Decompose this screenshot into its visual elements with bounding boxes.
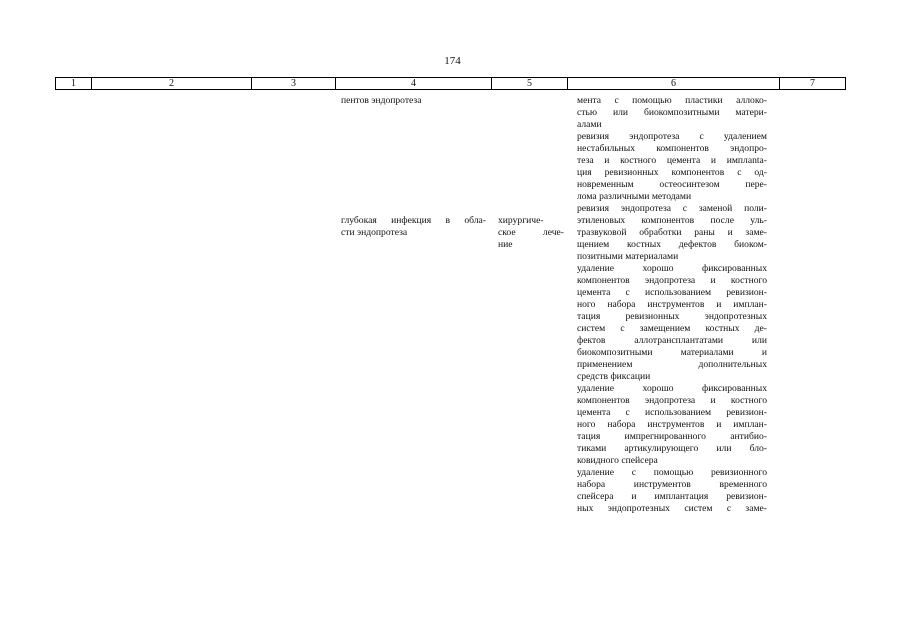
text-line xyxy=(341,143,486,155)
text-line: удаление с помощью ревизионного xyxy=(577,467,767,478)
text-line xyxy=(341,107,486,119)
text-line xyxy=(498,167,564,179)
text-line: ного набора инструментов и имплан- xyxy=(577,419,767,430)
text-line: новременным остеосинтезом пере- xyxy=(577,179,767,190)
column-header-7: 7 xyxy=(780,78,846,90)
text-line: хирургиче- xyxy=(498,215,544,226)
text-line: нестабильных компонентов эндопро- xyxy=(577,143,767,154)
text-line: теза и костного цемента и имплanta- xyxy=(577,155,767,166)
text-line: спейсера и имплантация ревизион- xyxy=(577,491,767,502)
column-6-text xyxy=(577,95,767,515)
text-line xyxy=(341,191,486,203)
text-line: удаление хорошо фиксированных xyxy=(577,263,767,274)
text-line: биокомпозитными материалами и xyxy=(577,347,767,358)
column-header-2: 2 xyxy=(92,78,252,90)
text-line xyxy=(498,191,564,203)
text-line xyxy=(341,131,486,143)
column-5-text xyxy=(498,95,564,251)
text-line: удаление хорошо фиксированных xyxy=(577,383,767,394)
text-line: фектов аллотрансплантатами или xyxy=(577,335,767,346)
text-line: сти эндопротеза xyxy=(341,227,408,238)
text-line: позитными материалами xyxy=(577,251,679,262)
text-line xyxy=(498,143,564,155)
text-line: набора инструментов временного xyxy=(577,479,767,490)
text-line xyxy=(498,155,564,167)
column-header-4: 4 xyxy=(336,78,492,90)
text-line: ние xyxy=(498,239,513,250)
column-4-text xyxy=(341,95,486,239)
text-line: ция ревизионных компонентов с од- xyxy=(577,167,767,178)
text-line: цемента с использованием ревизион- xyxy=(577,287,767,298)
text-line: ревизия эндопротеза с удалением xyxy=(577,131,767,142)
text-line: ревизия эндопротеза с заменой поли- xyxy=(577,203,767,214)
column-header-5: 5 xyxy=(492,78,568,90)
column-header-3: 3 xyxy=(252,78,336,90)
text-line xyxy=(498,131,564,143)
text-line xyxy=(498,95,564,107)
text-line xyxy=(498,119,564,131)
text-line xyxy=(341,167,486,179)
text-line: стью или биокомпозитными матери- xyxy=(577,107,767,118)
text-line xyxy=(498,107,564,119)
text-line: компонентов эндопротеза и костного xyxy=(577,395,767,406)
text-line xyxy=(341,155,486,167)
text-line: алами xyxy=(577,119,602,130)
text-line: применением дополнительных xyxy=(577,359,767,370)
text-line: глубокая инфекция в обла- xyxy=(341,215,486,226)
text-line xyxy=(498,203,564,215)
page-number: 174 xyxy=(444,55,461,67)
text-line: лома различными методами xyxy=(577,191,692,202)
column-header-1: 1 xyxy=(55,78,92,90)
text-line: ковидного спейсера xyxy=(577,455,658,466)
text-line xyxy=(498,179,564,191)
text-line: тация импрегнированного антибио- xyxy=(577,431,767,442)
text-line: тиками артикулирующего или бло- xyxy=(577,443,767,454)
text-line: пентов эндопротеза xyxy=(341,95,422,106)
text-line: ного набора инструментов и имплан- xyxy=(577,299,767,310)
column-header-6: 6 xyxy=(568,78,780,90)
text-line: систем с замещением костных де- xyxy=(577,323,767,334)
text-line: тразвуковой обработки раны и заме- xyxy=(577,227,767,238)
text-line: компонентов эндопротеза и костного xyxy=(577,275,767,286)
text-line: щением костных дефектов биоком- xyxy=(577,239,767,250)
text-line: ское лече- xyxy=(498,227,564,238)
text-line: ных эндопротезных систем с заме- xyxy=(577,503,767,514)
text-line xyxy=(341,119,486,131)
table-header-row xyxy=(55,77,846,90)
text-line xyxy=(341,179,486,191)
text-line: цемента с использованием ревизион- xyxy=(577,407,767,418)
text-line xyxy=(341,203,486,215)
text-line: средств фиксации xyxy=(577,371,651,382)
text-line: этиленовых компонентов после уль- xyxy=(577,215,767,226)
text-line: тация ревизионных эндопротезных xyxy=(577,311,767,322)
text-line: мента с помощью пластики аллоко- xyxy=(577,95,767,106)
